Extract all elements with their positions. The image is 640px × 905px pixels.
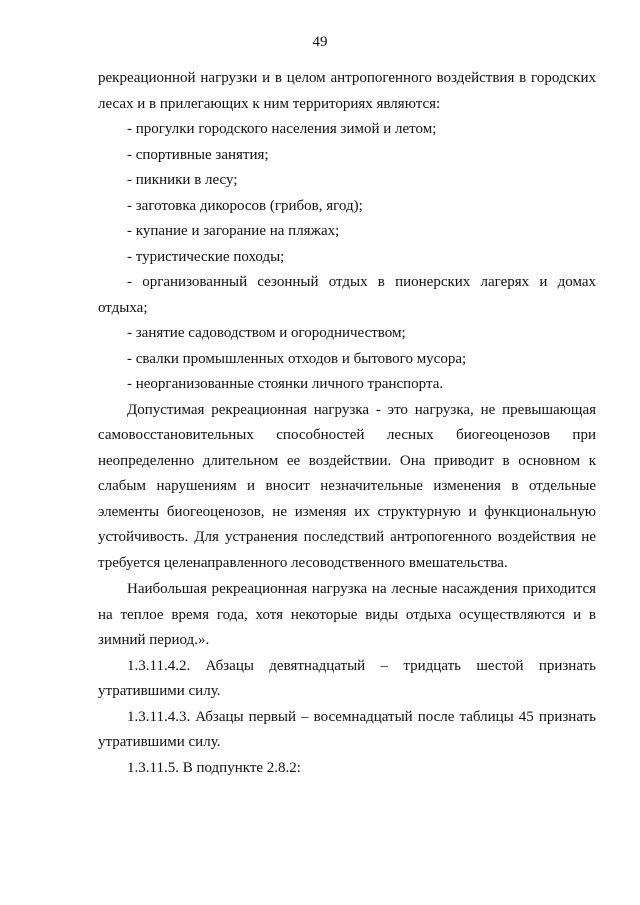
paragraph: 1.3.11.4.2. Абзацы девятнадцатый – тридцать шестой признать утратившими силу. (98, 657, 596, 699)
page-number: 49 (312, 34, 328, 50)
body-text (98, 66, 596, 781)
paragraph: Допустимая рекреационная нагрузка - это нагрузка, не превышающая самовосстановительных способностей лесных биогеоценозов при неопределенно длительном ее воздействии. Она приводит в основном к слабым нарушениям и вносит незначительные изменения в отдельные элементы биогеоценозов, не изменяя их структурную и функциональную устойчивость. Для устранения последствий антропогенного воздействия не требуется целенаправленного лесоводственного вмешательства. (98, 401, 596, 571)
list-item: - купание и загорание на пляжах; (127, 223, 340, 239)
paragraph: 1.3.11.5. В подпункте 2.8.2: (127, 759, 301, 776)
paragraph: 1.3.11.4.3. Абзацы первый – восемнадцатый после таблицы 45 признать утратившими силу. (98, 708, 596, 750)
list-item: - прогулки городского населения зимой и летом; (127, 121, 437, 137)
list-item: - спортивные занятия; (127, 146, 269, 163)
list-item: - организованный сезонный отдых в пионерских лагерях и домах отдыха; (98, 274, 596, 316)
paragraph: Наибольшая рекреационная нагрузка на лесные насаждения приходится на теплое время года, хотя некоторые виды отдыха осуществляются и в зимний период.». (98, 581, 596, 648)
list-item: - пикники в лесу; (127, 172, 238, 188)
list-item: - занятие садоводством и огородничеством; (127, 325, 406, 341)
paragraph: рекреационной нагрузки и в целом антропогенного воздействия в городских лесах и в прилегающих к ним территориях являются: (98, 70, 596, 112)
list-item: - заготовка дикоросов (грибов, ягод); (127, 197, 363, 214)
list-item: - неорганизованные стоянки личного транспорта. (127, 376, 444, 392)
list-item: - свалки промышленных отходов и бытового мусора; (127, 350, 467, 367)
list-item: - туристические походы; (127, 248, 285, 265)
